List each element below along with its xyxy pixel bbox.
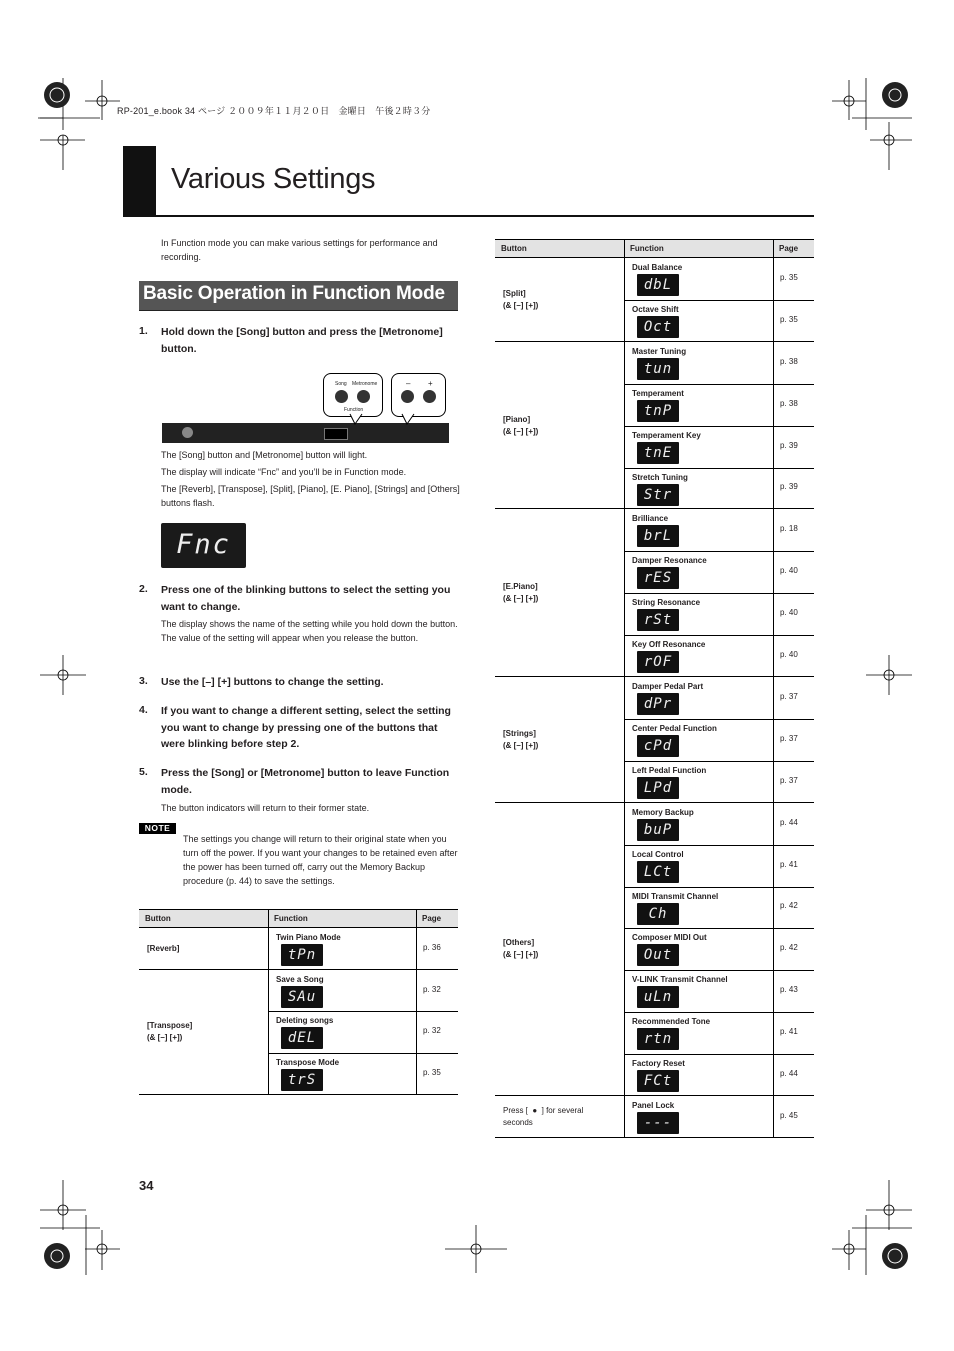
lcd-text: dEL	[287, 1030, 317, 1047]
function-name: Left Pedal Function	[632, 765, 707, 775]
header-function: Function	[630, 244, 664, 253]
function-name: Panel Lock	[632, 1101, 675, 1110]
lcd-display	[637, 484, 679, 506]
lcd-text: Oct	[643, 318, 673, 335]
page-title: Various Settings	[171, 163, 376, 195]
lcd-text: brL	[643, 528, 673, 545]
lcd-display	[637, 944, 679, 966]
lcd-display	[637, 1112, 679, 1134]
lcd-display	[637, 777, 679, 799]
function-name: Center Pedal Function	[632, 723, 717, 733]
lcd-text: tnE	[643, 444, 673, 461]
lcd-text: rES	[643, 570, 673, 587]
lcd-display	[637, 609, 679, 631]
function-name: String Resonance	[632, 598, 701, 608]
lcd-display	[637, 1028, 679, 1050]
function-name: Temperament	[632, 388, 684, 398]
lcd-text: ---	[643, 1115, 673, 1131]
metronome-button-icon	[357, 390, 370, 403]
step-1-note-3: The [Reverb], [Transpose], [Split], [Piano], [E. Piano], [Strings] and [Others] buttons flash.	[161, 484, 460, 508]
lcd-display	[637, 358, 679, 380]
page-reference: p. 35	[423, 1067, 441, 1077]
function-name: Dual Balance	[632, 263, 683, 272]
page-reference: p. 32	[423, 1026, 441, 1036]
function-name: Transpose Mode	[276, 1058, 340, 1068]
lcd-text: dbL	[643, 277, 673, 293]
lcd-text: LPd	[643, 779, 673, 796]
page-reference: p. 38	[780, 398, 798, 408]
page-reference: p. 35	[780, 314, 798, 324]
title-bar	[123, 146, 156, 217]
page-number: 34	[139, 1178, 154, 1193]
group-label: [Split] (& [–] [+])	[503, 288, 539, 310]
panel-display-icon	[324, 428, 348, 440]
page-reference: p. 43	[780, 985, 798, 995]
function-name: Damper Resonance	[632, 556, 707, 566]
page-reference: p. 35	[780, 272, 798, 282]
step-3-number: 3.	[139, 675, 148, 687]
function-name: Local Control	[632, 849, 684, 859]
function-name: V-LINK Transmit Channel	[632, 975, 728, 985]
lcd-text: Ch	[648, 905, 668, 922]
function-name: Stretch Tuning	[632, 472, 688, 482]
function-name: Deleting songs	[276, 1016, 334, 1026]
function-name: Octave Shift	[632, 304, 679, 314]
page-reference: p. 18	[780, 524, 798, 534]
step-1-text: Hold down the [Song] button and press the [Metronome] button.	[161, 326, 443, 355]
function-name: Damper Pedal Part	[632, 682, 704, 691]
page-reference: p. 42	[780, 943, 798, 953]
minus-plus-callout	[391, 373, 446, 417]
function-name: Factory Reset	[632, 1059, 685, 1069]
function-name: Brilliance	[632, 514, 669, 524]
lcd-text: rtn	[643, 1031, 673, 1048]
lcd-display	[281, 986, 323, 1008]
page-reference: p. 45	[780, 1110, 798, 1120]
lcd-text: rOF	[643, 654, 673, 671]
header-page: Page	[779, 244, 799, 253]
page-reference: p. 37	[780, 775, 798, 785]
group-label: [E.Piano] (& [–] [+])	[503, 582, 539, 604]
header-page: Page	[422, 914, 442, 923]
page-reference: p. 32	[423, 984, 441, 994]
page-reference: p. 44	[780, 1069, 798, 1079]
step-1-note-1: The [Song] button and [Metronome] button will light.	[161, 450, 368, 460]
lcd-text: FCt	[643, 1073, 673, 1090]
lcd-display	[637, 903, 679, 925]
metronome-label: Metronome	[352, 381, 378, 387]
song-label: Song	[335, 381, 347, 387]
header-function: Function	[274, 914, 308, 923]
file-header: RP-201_e.book 34 ページ ２００９年１１月２０日 金曜日 午後２時３分	[117, 106, 431, 116]
song-metronome-callout	[323, 373, 383, 417]
callout-pointers	[330, 412, 440, 428]
group-label: [Strings] (& [–] [+])	[503, 728, 539, 750]
group-label: [Others] (& [–] [+])	[503, 938, 539, 960]
step-4-text: If you want to change a different setting, select the setting you want to change by pressing one of the buttons that were blinking before step 2.	[161, 705, 451, 750]
step-5-number: 5.	[139, 766, 148, 778]
page-reference: p. 37	[780, 733, 798, 743]
function-name: Temperament Key	[632, 430, 701, 440]
lcd-display	[637, 651, 679, 673]
step-5-note: The button indicators will return to their former state.	[161, 803, 370, 813]
lcd-text: rSt	[643, 612, 673, 629]
group-label: [Transpose] (& [–] [+])	[147, 1021, 193, 1043]
page-reference: p. 42	[780, 901, 798, 911]
function-name: Save a Song	[276, 974, 324, 984]
header-button: Button	[145, 914, 171, 923]
page-reference: p. 44	[780, 817, 798, 827]
step-5-text: Press the [Song] or [Metronome] button to leave Function mode.	[161, 767, 450, 796]
lcd-text: uLn	[643, 989, 673, 1006]
function-name: Recommended Tone	[632, 1017, 711, 1027]
function-label: Function	[344, 407, 364, 413]
fnc-display	[161, 523, 246, 568]
step-2-text: Press one of the blinking buttons to select the setting you want to change.	[161, 584, 451, 613]
page-reference: p. 41	[780, 859, 798, 869]
lcd-text: tPn	[287, 947, 317, 963]
lcd-display	[637, 735, 679, 757]
page-reference: p. 40	[780, 566, 798, 576]
lcd-display	[637, 693, 679, 715]
lcd-display	[281, 944, 323, 966]
lcd-display	[637, 819, 679, 841]
lcd-text: SAu	[287, 988, 317, 1005]
plus-label: +	[428, 379, 433, 388]
page-reference: p. 40	[780, 650, 798, 660]
lcd-text: LCt	[643, 863, 673, 880]
step-2-note: The display shows the name of the setting while you hold down the button. The value of the setting will appear when you release the button.	[161, 619, 458, 643]
lcd-text: dPr	[643, 696, 673, 712]
function-name: MIDI Transmit Channel	[632, 891, 719, 901]
function-name: Twin Piano Mode	[276, 933, 341, 942]
lcd-text: Out	[643, 947, 673, 964]
lcd-display	[637, 567, 679, 589]
lcd-display	[637, 274, 679, 296]
lcd-display	[637, 442, 679, 464]
lcd-text: trS	[287, 1072, 317, 1089]
intro-text: In Function mode you can make various settings for performance and recording.	[161, 238, 438, 262]
lcd-display	[637, 1070, 679, 1092]
page-reference: p. 41	[780, 1027, 798, 1037]
function-name: Composer MIDI Out	[632, 933, 707, 943]
lcd-display	[281, 1027, 323, 1049]
page-reference: p. 36	[423, 942, 441, 952]
lcd-text: cPd	[643, 737, 673, 754]
step-1-number: 1.	[139, 325, 148, 337]
page-reference: p. 37	[780, 691, 798, 701]
lcd-text: tnP	[643, 402, 673, 419]
note-badge: NOTE	[139, 823, 176, 834]
page-reference: p. 39	[780, 482, 798, 492]
group-label: [Reverb]	[147, 943, 180, 953]
lcd-text: buP	[643, 821, 673, 838]
group-label: Press [ ● ] for several seconds	[503, 1105, 584, 1127]
header-button: Button	[501, 244, 527, 253]
plus-button-icon	[423, 390, 436, 403]
note-text: The settings you change will return to their original state when you turn off the power. If you want your changes to be retained even after the power has been turned off, carry out the Memory Backup procedure (p. 44) to save the settings.	[183, 834, 458, 886]
song-button-icon	[335, 390, 348, 403]
group-label: [Piano] (& [–] [+])	[503, 414, 539, 436]
lcd-display	[637, 525, 679, 547]
function-name: Key Off Resonance	[632, 640, 706, 650]
minus-button-icon	[401, 390, 414, 403]
left-settings-table	[139, 909, 458, 1095]
lcd-display	[637, 316, 679, 338]
lcd-display	[637, 861, 679, 883]
section-title: Basic Operation in Function Mode	[143, 283, 445, 304]
page-reference: p. 38	[780, 356, 798, 366]
function-name: Memory Backup	[632, 807, 694, 817]
minus-label: –	[406, 379, 411, 388]
function-name: Master Tuning	[632, 346, 687, 356]
lcd-display	[637, 400, 679, 422]
step-4-number: 4.	[139, 704, 148, 716]
step-2-number: 2.	[139, 583, 148, 595]
volume-knob-icon	[182, 427, 193, 438]
page-reference: p. 39	[780, 440, 798, 450]
lcd-display	[637, 986, 679, 1008]
right-settings-table	[495, 239, 814, 1138]
page-reference: p. 40	[780, 608, 798, 618]
step-1-note-2: The display will indicate “Fnc” and you’ll be in Function mode.	[161, 467, 407, 477]
lcd-display	[281, 1069, 323, 1091]
lcd-text: tun	[643, 360, 673, 377]
step-3-text: Use the [–] [+] buttons to change the setting.	[161, 676, 384, 688]
lcd-text: Str	[643, 486, 673, 503]
fnc-display-text: Fnc	[176, 529, 231, 560]
title-rule	[123, 215, 814, 217]
